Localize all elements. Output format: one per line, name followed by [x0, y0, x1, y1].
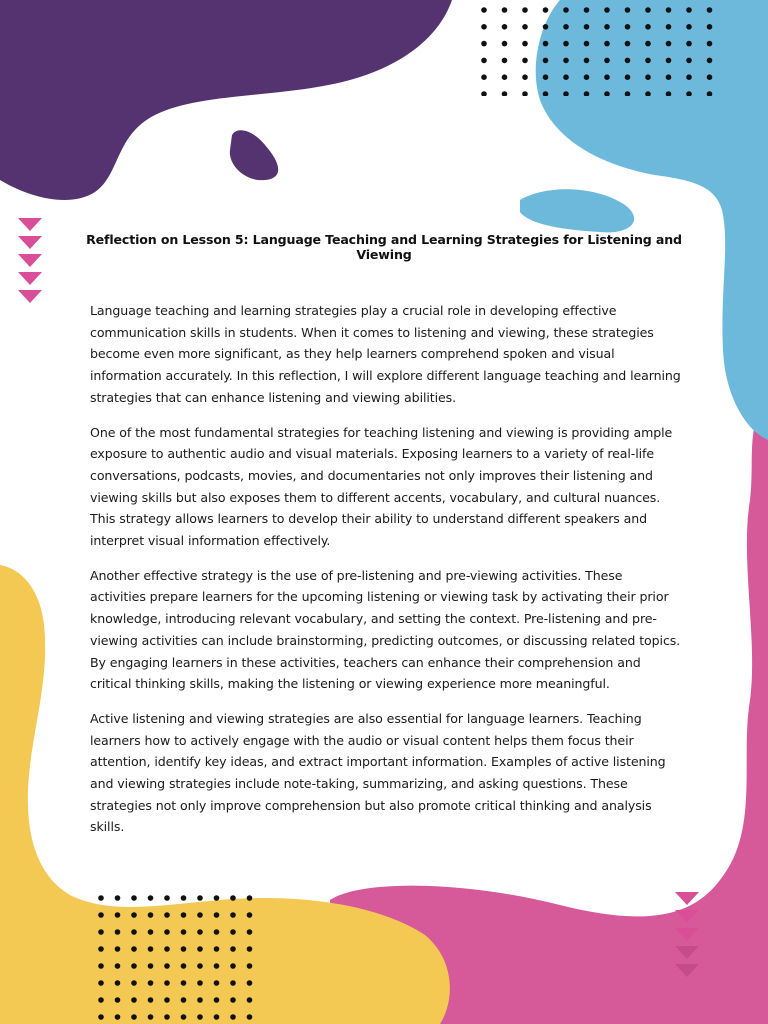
purple-drop [230, 130, 278, 180]
triangle-marker [675, 928, 699, 941]
paragraph: Another effective strategy is the use of pre-listening and pre-viewing activities. These activities prepare learners for the upcoming listening or viewing task by activating their prior knowledge, introducing relevant vocabulary, and setting the context. Pre-listening and pre-viewing activities can include brainstorming, predicting outcomes, or discussing related topics. By engaging learners in these activities, teachers can enhance their comprehension and critical thinking skills, making the listening or viewing experience more meaningful. [90, 567, 681, 692]
dot-grid-top-right [478, 4, 728, 96]
triangle-marker [18, 254, 42, 267]
triangle-marker [18, 290, 42, 303]
triangle-marker [18, 272, 42, 285]
triangle-marker [675, 964, 699, 977]
triangle-stack-right [675, 892, 699, 977]
triangle-marker [18, 218, 42, 231]
paragraph: One of the most fundamental strategies for teaching listening and viewing is providing ample exposure to authentic audio and visual materials. Exposing learners to a variety of real-life conversations, podcasts, movies, and documentaries not only improves their listening and viewing skills but also exposes them to different accents, vocabulary, and cultural nuances. This strategy allows learners to develop their ability to understand different speakers and interpret visual information effectively. [90, 424, 673, 549]
triangle-marker [18, 236, 42, 249]
purple-blob [0, 0, 452, 200]
dot-grid-bottom-left [96, 893, 266, 1021]
blue-oval [520, 189, 634, 232]
paragraph: Language teaching and learning strategies play a crucial role in developing effective communication skills in students. When it comes to listening and viewing, these strategies become even more significant, as they help learners comprehend spoken and visual information accurately. In this reflection, I will explore different language teaching and learning strategies that can enhance listening and viewing abilities. [90, 303, 681, 405]
triangle-marker [675, 910, 699, 923]
paragraph: Active listening and viewing strategies are also essential for language learners. Teaching learners how to actively engage with the audio or visual content helps them focus their attention, identify key ideas, and extract important information. Examples of active listening and viewing strategies include note-taking, summarizing, and asking questions. These strategies not only improve comprehension but also promote critical thinking and analysis skills. [90, 710, 666, 835]
triangle-marker [675, 946, 699, 959]
triangle-stack-left [18, 218, 42, 303]
document-body [90, 300, 682, 851]
triangle-marker [675, 892, 699, 905]
document-title: Reflection on Lesson 5: Language Teaching and Learning Strategies for Listening and Viewing [86, 232, 682, 262]
